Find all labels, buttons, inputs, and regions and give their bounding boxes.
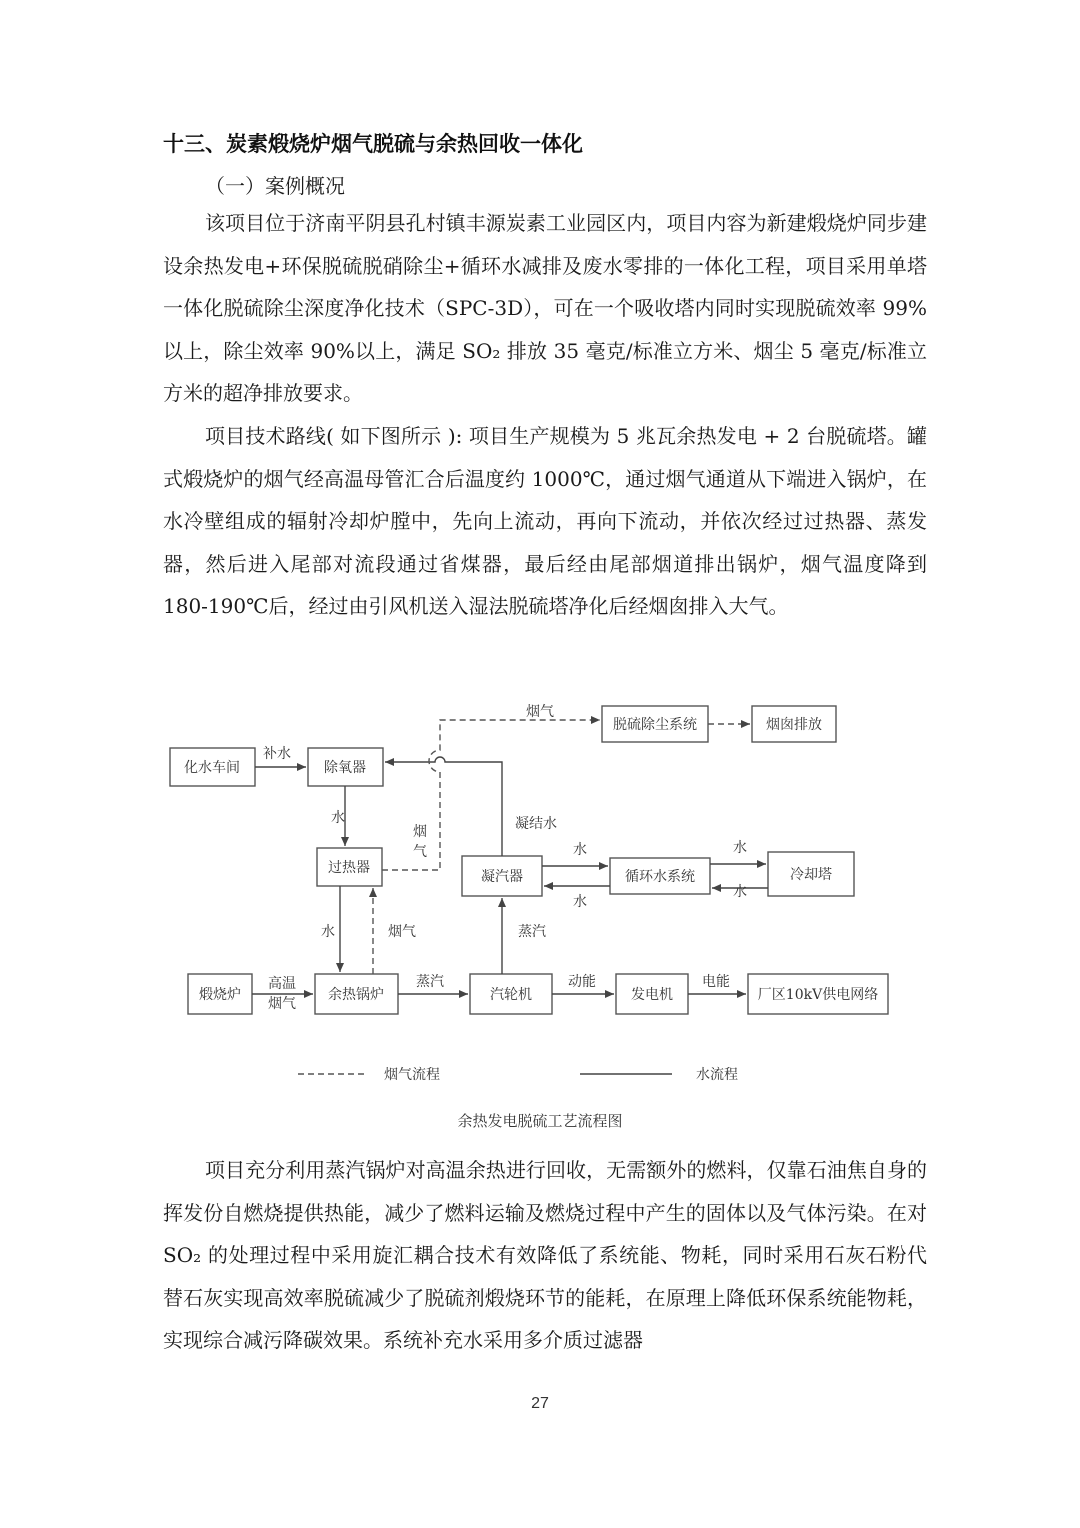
node-huashui-label: 化水车间 <box>184 760 240 776</box>
label-gaowen1: 高温 <box>268 976 296 992</box>
node-lengque <box>768 852 854 896</box>
page-number: 27 <box>531 1395 549 1412</box>
legend-dashed-label: 烟气流程 <box>384 1067 440 1083</box>
label-shui-c: 水 <box>733 840 747 856</box>
label-yanqi-mid: 烟气 <box>388 924 416 940</box>
label-gaowen2: 烟气 <box>268 996 296 1012</box>
label-shui-d: 水 <box>733 884 747 900</box>
node-huashui <box>170 748 255 786</box>
process-flow-diagram <box>160 690 900 1100</box>
node-duanshao <box>188 974 252 1014</box>
node-lengque-label: 冷却塔 <box>790 867 832 883</box>
label-yan: 烟 <box>413 824 427 840</box>
label-shui1: 水 <box>331 810 345 826</box>
node-yancong-label: 烟囱排放 <box>766 717 822 733</box>
legend-solid-label: 水流程 <box>696 1067 738 1083</box>
label-zhengqi2: 蒸汽 <box>518 924 546 940</box>
node-yure-label: 余热锅炉 <box>328 987 384 1003</box>
node-ningqi-label: 凝汽器 <box>481 869 523 885</box>
label-yanqi-top: 烟气 <box>526 704 554 720</box>
node-qilun-label: 汽轮机 <box>490 987 532 1003</box>
node-xunhuan <box>610 858 710 894</box>
section-heading: 十三、炭素煅烧炉烟气脱硫与余热回收一体化 <box>163 132 583 156</box>
label-bushui: 补水 <box>263 746 291 762</box>
node-yancong <box>752 706 836 742</box>
node-chuyang-label: 除氧器 <box>324 760 366 776</box>
figure-caption: 余热发电脱硫工艺流程图 <box>457 1112 623 1130</box>
node-qilun <box>470 974 552 1014</box>
node-yure <box>315 974 398 1014</box>
node-guore-label: 过热器 <box>328 860 370 876</box>
paragraph-overview: 该项目位于济南平阴县孔村镇丰源炭素工业园区内，项目内容为新建煅烧炉同步建设余热发电+环保脱硫脱硝除尘+循环水减排及废水零排的一体化工程，项目采用单塔一体化脱硫除尘深度净化技术（SPC-3D），可在一个吸收塔内同时实现脱硫效率 99%以上，除尘效率 90%以上，满足 SO₂ 排放 35 毫克/标准立方米、烟尘 5 毫克/标准立方米的超净排放要求。 <box>163 211 927 405</box>
node-chuyang <box>308 748 383 786</box>
flue-gas-flow-lines <box>373 720 750 974</box>
label-dongneng: 动能 <box>568 974 596 990</box>
paragraph-benefits: 项目充分利用蒸汽锅炉对高温余热进行回收，无需额外的燃料，仅靠石油焦自身的挥发份自燃烧提供热能，减少了燃料运输及燃烧过程中产生的固体以及气体污染。在对 SO₂ 的处理过程中采用旋汇耦合技术有效降低了系统能、物耗，同时采用石灰石粉代替石灰实现高效率脱硫减少了脱硫剂煅烧环节的能耗，在原理上降低环保系统能物耗，实现综合减污降碳效果。系统补充水采用多介质过滤器 <box>163 1158 927 1352</box>
label-shui2: 水 <box>321 924 335 940</box>
label-zhengqi1: 蒸汽 <box>416 974 444 990</box>
label-dianneng: 电能 <box>702 974 730 990</box>
node-tuoliu <box>602 706 708 742</box>
node-duanshao-label: 煅烧炉 <box>199 987 241 1003</box>
legend <box>298 1066 738 1083</box>
node-fadian <box>616 974 688 1014</box>
label-ningjie: 凝结水 <box>515 816 557 832</box>
node-tuoliu-label: 脱硫除尘系统 <box>613 717 697 733</box>
node-grid <box>748 974 888 1014</box>
node-xunhuan-label: 循环水系统 <box>625 869 695 885</box>
node-guore <box>317 848 382 886</box>
label-qi: 气 <box>413 844 427 860</box>
node-fadian-label: 发电机 <box>631 987 673 1003</box>
label-shui-b: 水 <box>573 894 587 910</box>
label-shui-a: 水 <box>573 842 587 858</box>
node-ningqi <box>462 856 542 896</box>
paragraph-technical-route: 项目技术路线( 如下图所示 ): 项目生产规模为 5 兆瓦余热发电 + 2 台脱硫塔。罐式煅烧炉的烟气经高温母管汇合后温度约 1000℃，通过烟气通道从下端进入锅炉，在水冷壁组成的辐射冷却炉膛中，先向上流动，再向下流动，并依次经过过热器、蒸发器，然后进入尾部对流段通过省煤器，最后经由尾部烟道排出锅炉，烟气温度降到 180-190℃后，经过由引风机送入湿法脱硫塔净化后经烟囱排入大气。 <box>163 424 927 618</box>
node-grid-label: 厂区10kV供电网络 <box>757 987 879 1003</box>
subsection-heading: （一）案例概况 <box>205 174 345 198</box>
